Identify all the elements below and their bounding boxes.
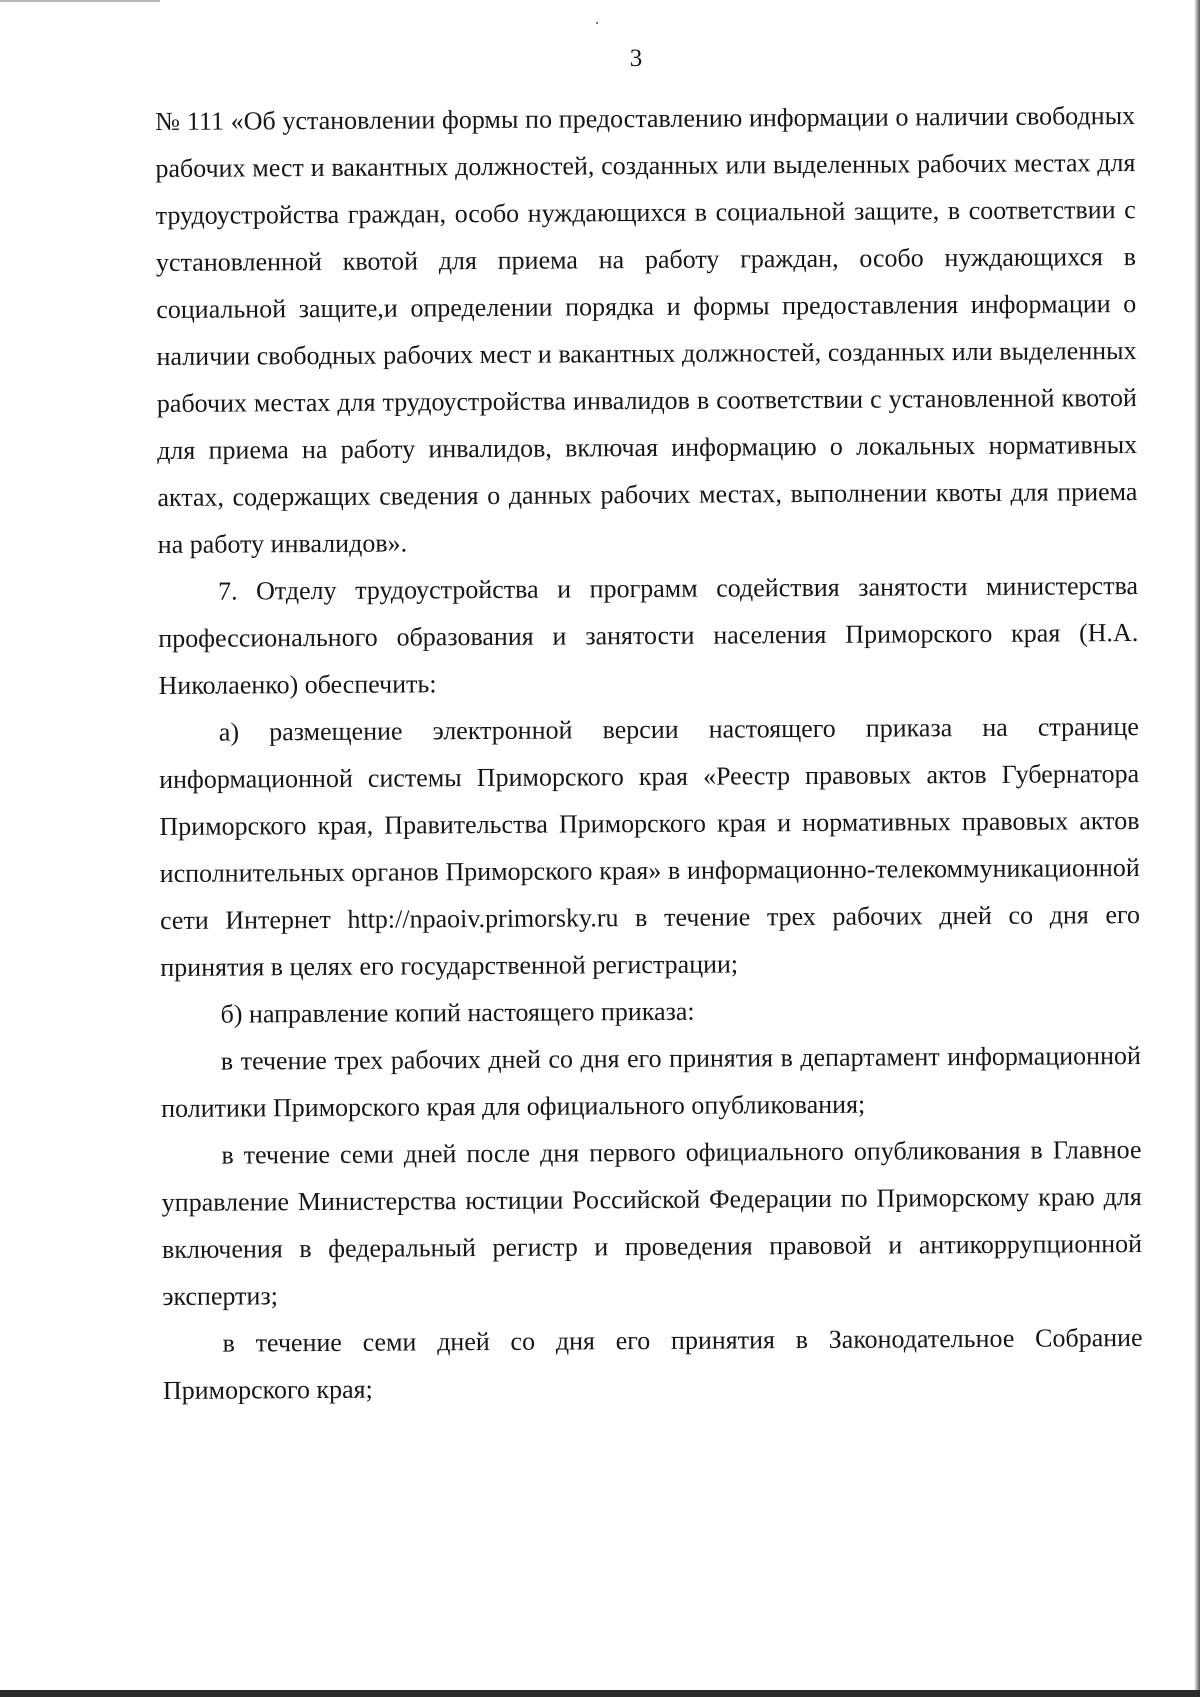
page-number: 3 — [629, 45, 643, 72]
scan-speck — [596, 22, 598, 24]
scan-edge-bottom — [0, 1690, 1200, 1697]
paragraph-item-7b-3: в течение семи дней со дня его принятия в Законодательное Собрание Приморского края; — [162, 1322, 1143, 1405]
scan-edge-top — [0, 0, 160, 2]
paragraph-item-7b: б) направление копий настоящего приказа: — [220, 996, 695, 1029]
paragraph-item-7a: а) размещение электронной версии настоящего приказа на странице информационной системы Приморского края «Реестр правовых актов Губернатора Приморского края, Правительства Приморского края и нормативных правовых актов исполнительных органов Приморского края» в информационно-телекоммуникационной сети Интернет http://npaoiv.primorsky.ru в течение трех рабочих дней со дня его принятия в целях его государственной регистрации; — [159, 712, 1141, 982]
paragraph-item-7b-2: в течение семи дней после дня первого официального опубликования в Главное управление Министерства юстиции Российской Федерации по Приморскому краю для включения в федеральный регистр и проведения правовой и антикоррупционной экспертиз; — [161, 1134, 1143, 1311]
document-body — [155, 92, 1143, 1414]
paragraph-item-7b-1: в течение трех рабочих дней со дня его принятия в департамент информационной политики Приморского края для официального опубликования; — [161, 1040, 1141, 1123]
paragraph-continuation: № 111 «Об установлении формы по предоставлению информации о наличии свободных рабочих мест и вакантных должностей, созданных или выделенных рабочих местах для трудоустройства граждан, особо нуждающихся в социальной защите, в соответствии с установленной квотой для приема на работу граждан, особо нуждающихся в социальной защите,и определении порядка и формы предоставления информации о наличии свободных рабочих мест и вакантных должностей, созданных или выделенных рабочих местах для трудоустройства инвалидов в соответствии с установленной квотой для приема на работу инвалидов, включая информацию о локальных нормативных актах, содержащих сведения о данных рабочих местах, выполнении квоты для приема на работу инвалидов». — [155, 101, 1138, 559]
scan-edge-right — [1194, 0, 1200, 1697]
paragraph-item-7: 7. Отделу трудоустройства и программ содействия занятости министерства профессионального образования и занятости населения Приморского края (Н.А. Николаенко) обеспечить: — [158, 571, 1139, 700]
